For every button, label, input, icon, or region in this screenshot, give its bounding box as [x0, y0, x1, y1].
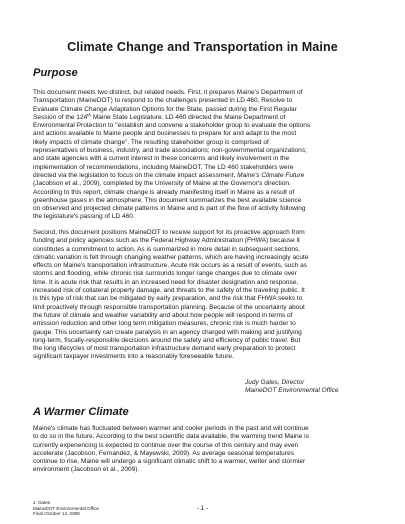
text-line: directed via the legislation to focus on the climate impact assessment, — [33, 171, 238, 179]
footer-line: Final October 14, 2009 — [33, 511, 80, 516]
text-line: continue to rise, Maine will undergo a significant climatic shift to a warmer, wetter and stormier — [33, 458, 306, 466]
text-line: Session of the 124 — [33, 113, 88, 121]
signature-block — [245, 379, 339, 396]
text-line: the legislature's passing of LD 460. — [33, 213, 135, 221]
page-number: - 1 - — [196, 505, 209, 512]
document-title: Climate Change and Transportation in Maine — [67, 40, 338, 54]
text-line: limit proactively through responsible transportation planning. Because of the uncertainty about — [33, 303, 305, 311]
text-line: climatic variation is felt through changing weather patterns, which are having increasingly acute — [33, 253, 309, 261]
text-line: the long lifecycles of most transportation infrastructure demand early preparation to protect — [33, 345, 296, 353]
section-heading-purpose: Purpose — [33, 67, 78, 79]
text-line: time. It is acute risk that results in an increased need for disaster designation and response, — [33, 278, 299, 286]
footer-line: MaineDOT Environmental Office — [33, 505, 99, 511]
text-line: emission reduction and other long term mitigation measures, chronic risk is much harder to — [33, 320, 296, 328]
text-line: is this type of risk that can be mitigated by early preparation, and the risk that FHWA seeks to — [33, 295, 303, 303]
text-line: storms and flooding, while chronic risk surrounds longer range changes due to climate over — [33, 270, 297, 278]
signature-name: Judy Gates, Director — [245, 379, 305, 386]
report-title-italic: Maine's Climate Future — [237, 171, 305, 179]
footer-line: J. Gates — [33, 500, 51, 505]
purpose-paragraph-1 — [33, 89, 374, 222]
text-line: (Jacobson et al., 2009), completed by the University of Maine at the Governor's direction. — [33, 180, 291, 188]
text-line: and actions available to Maine people and businesses to prepare for and adapt to the most — [33, 130, 297, 138]
text-line: currently experiencing is expected to continue over the course of this century and may even — [33, 441, 299, 449]
text-line: representatives of business, industry, and trade associations; non-governmental organizations; — [33, 147, 307, 155]
text-line: This document meets two distinct, but related needs. First, it prepares Maine's Department of — [33, 89, 303, 96]
text-line: Environmental Protection to "establish and convene a stakeholder group to evaluate the options — [33, 122, 311, 130]
text-line: implementation of recommendations, including MaineDOT. The LD 460 stakeholders were — [33, 163, 294, 171]
warmer-climate-paragraph — [33, 425, 374, 475]
text-line: According to this report, climate change is already manifesting itself in Maine as a result of — [33, 188, 295, 196]
text-line: environment (Jacobson et al., 2009). — [33, 466, 140, 474]
text-line: gauge. This uncertainty can create paralysis in an agency charged with making and justifying — [33, 328, 302, 336]
text-line: accelerate (Jacobson, Fernandez, & Mayewski, 2009). As average seasonal temperatures — [33, 449, 294, 457]
text-line: effects on Maine's transportation infrastructure. Acute risk occurs as a result of events, such as — [33, 262, 308, 270]
text-line: Maine's climate has fluctuated between warmer and cooler periods in the past and will continue — [33, 425, 309, 432]
ordinal-suffix: th — [87, 112, 91, 118]
text-line: and state agencies with a current interest in these concerns and likely involvement in the — [33, 155, 290, 163]
text-line: Evaluate Climate Change Adaptation Options for the State, passed during the First Regular — [33, 105, 297, 113]
signature-office: MaineDOT Environmental Office — [245, 387, 339, 395]
text-line: Second, this document positions MaineDOT to receive support for its proactive approach from — [33, 229, 305, 236]
section-heading-warmer-climate: A Warmer Climate — [33, 406, 129, 418]
text-line: likely impacts of climate change". The resulting stakeholder group is comprised of — [33, 138, 269, 146]
text-line: significant taxpayer investments into a reasonably foreseeable future. — [33, 353, 234, 361]
text-line: constitutes a commitment to action. As is summarized in more detail in subsequent sections, — [33, 245, 301, 253]
text-line: Transportation (MaineDOT) to respond to the challenges presented in LD 460, Resolve to — [33, 97, 293, 105]
text-line: funding and policy agencies such as the Federal Highway Administration (FHWA) because it — [33, 237, 300, 245]
purpose-paragraph-2 — [33, 229, 374, 362]
text-line: greenhouse gases in the atmosphere. This document summarizes the best available science — [33, 196, 302, 204]
text-line: on observed and projected climate patterns in Maine and is part of the flow of activity following — [33, 205, 306, 213]
text-line: increased risk of collateral property damage, and threats to the safety of the traveling public. It — [33, 287, 305, 295]
text-line: long-term, fiscally-responsible decisions around the safety and efficiency of public travel. But — [33, 336, 301, 344]
text-line: the future of climate and weather variability and about how people will respond in terms of — [33, 311, 293, 319]
text-line: to do so in the future. According to the best scientific data available, the warming trend Maine is — [33, 433, 309, 441]
text-line: Maine State Legislature. LD 460 directed the Maine Department of — [91, 113, 286, 121]
